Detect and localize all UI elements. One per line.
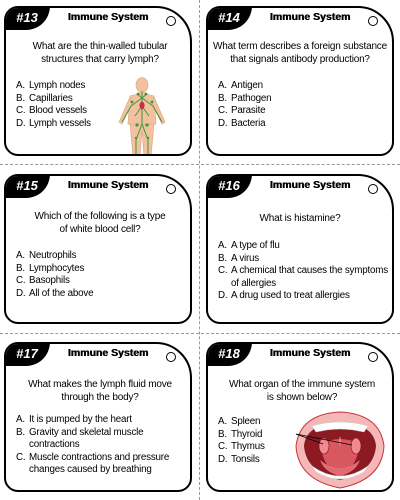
answer-c: C. Blood vessels [16,105,87,116]
answer-a: A. It is pumped by the heart [16,414,132,425]
answer-d: D. Tonsils [218,453,260,465]
answer-b: B. Capillaries [16,92,73,104]
answer-list [218,416,265,466]
task-card-16 [206,174,394,324]
answer-c: C. Thymus [218,441,265,452]
answer-list [16,80,91,130]
human-lymphatic-system-icon [111,76,173,156]
answer-c: C. Muscle contractions and pressure changes caused by breathing [16,451,170,475]
answer-d: D. Lymph vessels [16,117,91,129]
answer-a: A. Lymph nodes [16,80,86,91]
card-number: #15 [4,174,50,198]
punch-hole-icon [166,184,176,194]
answer-list [218,240,388,303]
card-topic: Immune System [67,11,149,23]
punch-hole-icon [368,184,378,194]
answer-b: B. Pathogen [218,92,272,104]
card-number: #13 [4,6,50,30]
card-question: Which of the following is a type of white blood cell? [34,211,166,235]
answer-list [218,80,271,130]
answer-b: B. Thyroid [218,428,263,440]
answer-b: B. A virus [218,252,260,264]
card-topic: Immune System [67,347,149,359]
task-card-14 [206,6,394,156]
task-card-13 [4,6,192,156]
task-card-17 [4,342,192,492]
answer-a: A. A type of flu [218,240,280,251]
card-question: What makes the lymph fluid move through the body? [28,379,172,403]
card-number: #17 [4,342,50,366]
answer-list [16,250,93,300]
open-mouth-tonsils-icon [290,410,390,490]
task-card-15 [4,174,192,324]
card-number: #14 [206,6,252,30]
card-number: #16 [206,174,252,198]
card-topic: Immune System [67,179,149,191]
answer-d: D. All of the above [16,287,94,299]
punch-hole-icon [368,352,378,362]
card-question: What organ of the immune system is shown below? [228,379,376,403]
card-number: #18 [206,342,252,366]
answer-b: B. Lymphocytes [16,262,85,274]
answer-d: D. Bacteria [218,117,266,129]
answer-c: C. A chemical that causes the symptoms of allergies [218,265,388,289]
answer-c: C. Parasite [218,105,266,116]
card-question: What are the thin-walled tubular structures that carry lymph? [32,41,168,65]
punch-hole-icon [166,16,176,26]
punch-hole-icon [368,16,378,26]
punch-hole-icon [166,352,176,362]
card-question: What is histamine? [259,213,341,224]
answer-c: C. Basophils [16,275,70,286]
card-topic: Immune System [269,347,351,359]
answer-d: D. A drug used to treat allergies [218,290,350,301]
answer-a: A. Neutrophils [16,250,77,261]
answer-a: A. Spleen [218,416,261,427]
cut-line-horizontal-2 [0,333,400,334]
cut-line-horizontal-1 [0,164,400,165]
answer-a: A. Antigen [218,80,263,91]
answer-list [16,414,188,477]
answer-b: B. Gravity and skeletal muscle contractions [16,426,144,450]
card-question: What term describes a foreign substance that signals antibody production? [213,41,387,65]
card-topic: Immune System [269,11,351,23]
task-card-18 [206,342,394,492]
cut-line-vertical [199,0,200,500]
card-topic: Immune System [269,179,351,191]
